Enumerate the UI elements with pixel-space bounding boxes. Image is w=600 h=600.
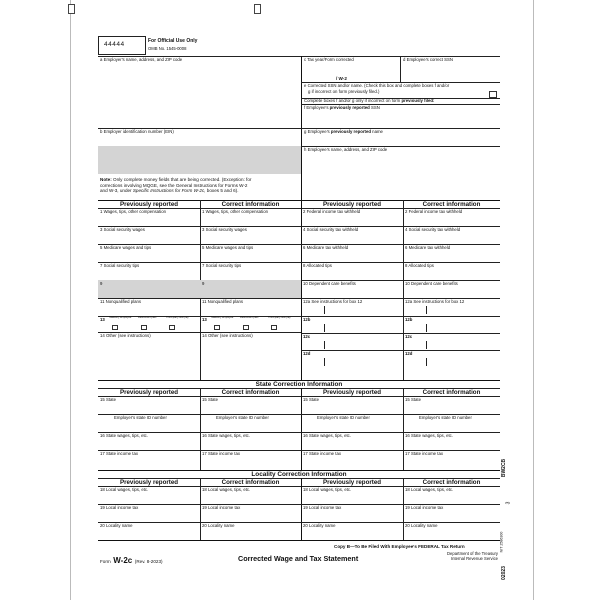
box-2-prev-label: 2 Federal income tax withheld [303,209,361,214]
ein-field[interactable] [99,136,299,145]
loc-19-correct-left: 19 Local income tax [202,505,241,510]
state-15-correct-right: 15 State [405,397,422,402]
correct-ssn-field[interactable] [403,64,498,80]
box-13-sickpay-correct: Third-party sick pay [268,316,291,319]
loc-19-correct-right: 19 Local income tax [405,505,444,510]
employee-name-address-field[interactable] [303,154,498,230]
box-b-label: b Employer identification number (EIN) [100,129,174,134]
box-4-prev-label: 4 Social security tax withheld [303,227,359,232]
locality-header-correct-right: Correct information [422,479,481,486]
loc-18-prev-right: 18 Local wages, tips, etc. [303,487,352,492]
loc-18-correct-right: 18 Local wages, tips, etc. [405,487,454,492]
loc-19-prev-right: 19 Local income tax [303,505,342,510]
header-previously-left: Previously reported [119,201,179,208]
margin-code-1: BW2CB [501,458,508,478]
box-13-retirement-prev: Retirement plan [138,316,157,319]
box-5-correct-label: 5 Medicare wages and tips [202,245,254,250]
state-16-prev-left: 16 State wages, tips, etc. [100,433,149,438]
statutory-checkbox-prev[interactable] [112,325,118,330]
employer-name-address-field[interactable] [99,64,299,128]
state-16-prev-right: 16 State wages, tips, etc. [303,433,352,438]
alignment-mark [254,4,261,14]
state-header-prev-right: Previously reported [322,389,382,396]
box-a-label: a Employer's name, address, and ZIP code [100,57,183,62]
header-correct-left: Correct information [221,201,280,208]
statutory-checkbox-correct[interactable] [214,325,220,330]
box-12b-correct-label: 12b [405,317,413,322]
box-12a-prev-label: 12a See instructions for box 12 [303,299,363,304]
locality-header-correct-left: Correct information [221,479,280,486]
state-header-prev-left: Previously reported [119,389,179,396]
box-14-prev-label: 14 Other (see instructions) [100,333,151,338]
box-1-prev-label: 1 Wages, tips, other compensation [100,209,166,214]
locality-header-prev-right: Previously reported [322,479,382,486]
retirement-checkbox-correct[interactable] [243,325,249,330]
form-code: 44444 [104,41,125,48]
box-d-label: d Employee's correct SSN [403,57,454,62]
state-17-prev-right: 17 State income tax [303,451,341,456]
box-6-correct-label: 6 Medicare tax withheld [405,245,451,250]
treasury-dept: Department of the Treasury [447,551,498,556]
box-12d-correct-label: 12d [405,351,413,356]
loc-20-prev-left: 20 Locality name [100,523,133,528]
state-15-correct-left: 15 State [202,397,219,402]
box-12d-prev-label: 12d [303,351,311,356]
loc-20-correct-left: 20 Locality name [202,523,235,528]
state-id-prev-left: Employer's state ID number [114,415,167,420]
box-e-line1: e Corrected SSN and/or name. (Check this box and complete boxes f and/or [304,83,450,88]
loc-20-correct-right: 20 Locality name [405,523,438,528]
loc-18-correct-left: 18 Local wages, tips, etc. [202,487,251,492]
box-10-prev-label: 10 Dependent care benefits [303,281,356,286]
margin-code-4: 02023 [500,566,507,580]
copy-b-label: Copy B—To Be Filed With Employee's FEDERAL Tax Return [334,544,465,549]
margin-code-3: NIT 2586300 [499,531,504,553]
box-7-prev-label: 7 Social security tips [100,263,140,268]
w2c-form [98,36,500,576]
state-id-correct-right: Employer's state ID number [419,415,472,420]
state-17-correct-left: 17 State income tax [202,451,240,456]
locality-section-title: Locality Correction Information [251,471,347,478]
box-4-correct-label: 4 Social security tax withheld [405,227,461,232]
box-13-sickpay-prev: Third-party sick pay [166,316,189,319]
box-13-statutory-prev: Statutory employee [109,316,132,319]
official-use-label: For Official Use Only [148,38,198,44]
loc-18-prev-left: 18 Local wages, tips, etc. [100,487,149,492]
margin-code-2: 3 [505,501,512,505]
state-id-correct-left: Employer's state ID number [216,415,269,420]
form-label: Form W-2c (Rev. 8-2023) [100,556,163,565]
box-11-prev-label: 11 Nonqualified plans [100,299,142,304]
box-12a-correct-label: 12a See instructions for box 12 [405,299,465,304]
box-9-prev-label: 9 [100,281,103,286]
alignment-mark [68,4,75,14]
sickpay-checkbox-prev[interactable] [169,325,175,330]
state-16-correct-right: 16 State wages, tips, etc. [405,433,454,438]
box-5-prev-label: 5 Medicare wages and tips [100,245,152,250]
box-12c-correct-label: 12c [405,334,413,339]
state-15-prev-left: 15 State [100,397,117,402]
state-section-title: State Correction Information [255,381,343,388]
loc-20-prev-right: 20 Locality name [303,523,336,528]
box-c-label: c Tax year/Form corrected [304,57,354,62]
shaded-area [98,146,301,174]
note-text: Note: Only complete money fields that are being corrected. (Exception: for corrections involving MQGE, see the General Instructions for Forms W-2 and W-3, under Specific Instructions for Form W-2c, boxes 5 and 6). [100,177,252,194]
state-header-correct-right: Correct information [422,389,481,396]
box-c-value: / W-2 [336,76,347,81]
state-header-correct-left: Correct information [221,389,280,396]
box-6-prev-label: 6 Medicare tax withheld [303,245,349,250]
box-f-label: f Employee's previously reported SSN [304,105,380,110]
box-13-correct-label: 13 [202,317,207,322]
box-1-correct-label: 1 Wages, tips, other compensation [202,209,268,214]
box-9-shaded-left [98,280,200,298]
box-13-prev-label: 13 [100,317,105,322]
corrected-ssn-checkbox[interactable] [489,91,497,98]
box-e-line2: g if incorrect on form previously filed.) [308,89,380,94]
box-7-correct-label: 7 Social security tips [202,263,242,268]
state-17-correct-right: 17 State income tax [405,451,443,456]
box-g-label: g Employee's previously reported name [304,129,383,134]
box-11-correct-label: 11 Nonqualified plans [202,299,244,304]
box-h-label: h Employee's name, address, and ZIP code [304,147,388,152]
box-3-correct-label: 3 Social security wages [202,227,247,232]
margin-codes [499,430,515,580]
state-15-prev-right: 15 State [303,397,320,402]
box-9-shaded-right [200,280,301,298]
header-correct-right: Correct information [422,201,481,208]
box-9-correct-label: 9 [202,281,205,286]
locality-header-prev-left: Previously reported [119,479,179,486]
box-12c-prev-label: 12c [303,334,311,339]
box-2-correct-label: 2 Federal income tax withheld [405,209,463,214]
box-13-statutory-correct: Statutory employee [211,316,234,319]
box-14-correct-label: 14 Other (see instructions) [202,333,253,338]
box-8-prev-label: 8 Allocated tips [303,263,332,268]
box-10-correct-label: 10 Dependent care benefits [405,281,458,286]
state-16-correct-left: 16 State wages, tips, etc. [202,433,251,438]
box-e-line3: Complete boxes f and/or g only if incorrect on form previously filed: [304,98,435,103]
sickpay-checkbox-correct[interactable] [271,325,277,330]
box-13-retirement-correct: Retirement plan [240,316,259,319]
form-title: Corrected Wage and Tax Statement [238,554,359,563]
state-id-prev-right: Employer's state ID number [317,415,370,420]
loc-19-prev-left: 19 Local income tax [100,505,139,510]
box-12b-prev-label: 12b [303,317,311,322]
irs-label: Internal Revenue Service [450,556,498,561]
box-3-prev-label: 3 Social security wages [100,227,145,232]
box-8-correct-label: 8 Allocated tips [405,263,434,268]
state-17-prev-left: 17 State income tax [100,451,138,456]
retirement-checkbox-prev[interactable] [141,325,147,330]
omb-number: OMB No. 1545-0008 [148,46,187,51]
header-previously-right: Previously reported [322,201,382,208]
